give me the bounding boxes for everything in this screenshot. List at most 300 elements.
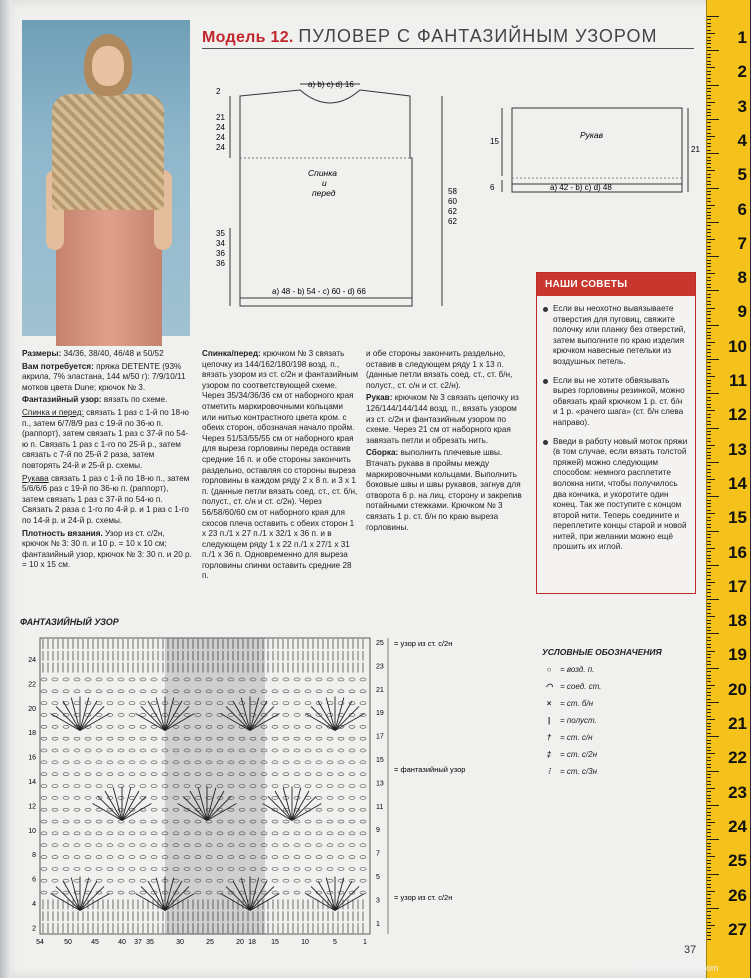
chain-mark	[272, 820, 278, 823]
ruler-tick	[707, 170, 715, 171]
chain-mark	[63, 820, 69, 823]
ruler-tick	[707, 318, 711, 319]
chain-mark	[74, 702, 80, 705]
label-top: = узор из ст. с/2н	[394, 639, 453, 648]
chain-mark	[294, 867, 300, 870]
chain-mark	[316, 761, 322, 764]
ruler-mark: 10	[728, 336, 747, 356]
advice-box	[536, 272, 696, 594]
ruler-tick	[707, 805, 719, 806]
ruler-mark: 21	[728, 714, 747, 733]
chain-mark	[316, 820, 322, 823]
chain-mark	[283, 856, 289, 859]
ruler-tick	[707, 901, 711, 902]
ruler-tick	[707, 438, 711, 439]
ruler-mark: 11	[729, 371, 747, 390]
ruler-tick	[707, 139, 711, 140]
ruler-tick	[707, 410, 715, 411]
ruler-tick	[707, 95, 711, 96]
ruler-tick	[707, 527, 711, 528]
legend-title: УСЛОВНЫЕ ОБОЗНАЧЕНИЯ	[542, 647, 662, 657]
chain-mark	[283, 725, 289, 728]
ruler-tick	[707, 414, 711, 415]
row-number-right: 25	[376, 640, 384, 647]
chain-mark	[151, 761, 157, 764]
chain-mark	[74, 832, 80, 835]
ruler-tick	[707, 212, 711, 213]
chain-mark	[85, 761, 91, 764]
ruler-mark: 12	[728, 405, 747, 425]
chain-mark	[151, 773, 157, 776]
ruler-tick	[707, 57, 711, 58]
sleeve-schematic	[488, 100, 698, 200]
chain-mark	[316, 678, 322, 681]
page-number: 37	[684, 944, 697, 956]
ruler-tick	[707, 592, 711, 593]
ruler-tick	[707, 201, 711, 202]
chain-mark	[85, 678, 91, 681]
column-number: 25	[206, 939, 214, 946]
chain-mark	[349, 785, 355, 788]
piece-label-1: Спинка	[308, 168, 337, 178]
ruler-tick	[707, 544, 711, 545]
double-crochet-symbol-icon: †	[546, 733, 552, 742]
ruler-tick	[707, 767, 711, 768]
ruler-mark: 16	[728, 542, 747, 562]
ruler-tick	[707, 513, 715, 514]
ruler-tick	[707, 489, 711, 490]
ruler-tick	[707, 102, 715, 103]
chain-mark	[338, 702, 344, 705]
ruler-tick	[707, 380, 711, 381]
label-middle: = фантазийный узор	[394, 765, 466, 774]
chain-mark	[338, 785, 344, 788]
ruler-tick	[707, 777, 711, 778]
chain-mark	[41, 796, 47, 799]
chain-mark	[41, 867, 47, 870]
chain-mark	[305, 785, 311, 788]
chain-mark	[118, 737, 124, 740]
ruler-tick	[707, 675, 711, 676]
chain-mark	[360, 879, 366, 882]
chain-mark	[338, 690, 344, 693]
ruler-tick	[707, 671, 711, 672]
chain-mark	[327, 690, 333, 693]
chain-mark	[41, 820, 47, 823]
model-photo	[22, 20, 190, 336]
ruler-tick	[707, 249, 711, 250]
column-number: 50	[64, 939, 72, 946]
chain-mark	[283, 737, 289, 740]
chain-mark	[360, 856, 366, 859]
ruler-tick	[707, 143, 711, 144]
ruler-tick	[707, 290, 719, 291]
chain-mark	[294, 678, 300, 681]
chain-mark	[118, 702, 124, 705]
chain-mark	[96, 844, 102, 847]
chain-mark	[107, 844, 113, 847]
ruler-tick	[707, 935, 711, 936]
column-number: 18	[248, 939, 256, 946]
ruler-tick	[707, 510, 711, 511]
chain-mark	[338, 832, 344, 835]
chain-mark	[85, 867, 91, 870]
ruler-tick	[707, 215, 711, 216]
ruler-mark: 27	[728, 919, 747, 939]
ruler-tick	[707, 613, 711, 614]
chain-mark	[349, 773, 355, 776]
slip-stitch-symbol-icon: ◠	[545, 682, 553, 691]
chain-mark	[118, 725, 124, 728]
chain-mark	[41, 879, 47, 882]
chain-mark	[316, 785, 322, 788]
ruler-tick	[707, 19, 711, 20]
chain-mark	[283, 690, 289, 693]
chain-symbol-icon: ○	[546, 665, 552, 674]
chain-mark	[338, 867, 344, 870]
ruler-mark: 19	[728, 645, 747, 665]
chain-mark	[338, 678, 344, 681]
chain-mark	[283, 678, 289, 681]
chain-mark	[129, 879, 135, 882]
ruler-mark: 9	[737, 302, 747, 322]
ruler-tick	[707, 263, 711, 264]
ruler-mark: 1	[737, 28, 747, 47]
ruler-tick	[707, 469, 711, 470]
row-number-left: 16	[28, 754, 36, 762]
armhole-size-4: 24	[216, 143, 225, 152]
chain-mark	[294, 891, 300, 894]
chain-mark	[74, 761, 80, 764]
ruler-tick	[707, 441, 711, 442]
ruler-tick	[707, 390, 711, 391]
ruler-tick	[707, 133, 711, 134]
chain-mark	[305, 856, 311, 859]
side-size-1: 35	[216, 229, 225, 238]
ruler-tick	[707, 236, 711, 237]
ruler-tick	[707, 386, 711, 387]
ruler-tick	[707, 232, 711, 233]
chain-mark	[327, 879, 333, 882]
chain-mark	[140, 749, 146, 752]
piece-label-3: перед	[312, 188, 336, 198]
row-number-left: 14	[28, 779, 36, 786]
ruler-tick	[707, 506, 711, 507]
ruler-tick	[707, 109, 711, 110]
chain-mark	[129, 773, 135, 776]
ruler-tick	[707, 661, 711, 662]
chain-mark	[305, 879, 311, 882]
ruler-tick	[707, 644, 711, 645]
ruler-tick	[707, 627, 711, 628]
ruler-tick	[707, 904, 711, 905]
ruler-tick	[707, 314, 711, 315]
ruler-tick	[707, 736, 719, 737]
legend-item: ○ = возд. п.	[542, 661, 692, 678]
chain-mark	[338, 820, 344, 823]
ruler-tick	[707, 115, 711, 116]
ruler-tick	[707, 136, 715, 137]
chain-mark	[349, 737, 355, 740]
ruler-tick	[707, 486, 711, 487]
chain-mark	[41, 761, 47, 764]
chain-mark	[129, 832, 135, 835]
chain-mark	[360, 773, 366, 776]
chain-mark	[96, 678, 102, 681]
chain-mark	[96, 737, 102, 740]
chain-mark	[85, 785, 91, 788]
chain-mark	[63, 867, 69, 870]
treble-crochet-symbol-icon: ‡	[546, 750, 552, 759]
chain-mark	[41, 856, 47, 859]
chain-mark	[151, 796, 157, 799]
chain-mark	[327, 773, 333, 776]
ruler-tick	[707, 198, 711, 199]
chain-mark	[52, 844, 58, 847]
chain-mark	[52, 856, 58, 859]
shoulder-slope-label: 2	[216, 87, 221, 96]
chain-mark	[151, 737, 157, 740]
chain-mark	[327, 749, 333, 752]
sleeve-width-label: a) 42 - b) c) d) 48	[550, 183, 612, 192]
model-name: ПУЛОВЕР С ФАНТАЗИЙНЫМ УЗОРОМ	[298, 26, 658, 46]
chain-mark	[360, 678, 366, 681]
column-2: Спинка/перед: крючком № 3 связать цепочку из 144/162/180/198 возд. п., вязать узором из ст. с/2н и фантазийным узором по соответствующей схеме. Через 35/34/36/36 см от наборного края отметить маркировочными кольцами или нитью контрастного цвета кром. с обеих сторон, обозначая начало пройм. Через 51/53/55/55 см от наборного края для выреза горловины переда оставив средние 16 п. и обе стороны закончить раздельно, оставляя со стороны выреза горловины в каждом ряду 2 х 8 п. и 3 х 1 п. (данные петли вязать соед. ст., ст. б/н, полуст., ст. с/н и ст. с/2н). Через 56/58/60/60 см от наборного края для скосов плеча оставить с обеих сторон 1 х 23 п./1 х 27 п./1 х 32/1 х 36 п. и в следующем ряду 1 х 22 п./1 х 27/1 х 31 п./1 х 36 п. Одновременно для выреза горловины спинки оставить средние 28 п.	[202, 349, 358, 581]
chain-mark	[360, 702, 366, 705]
chain-mark	[85, 820, 91, 823]
column-number: 35	[146, 939, 154, 946]
row-number-left: 10	[28, 827, 36, 835]
chain-mark	[96, 761, 102, 764]
chain-mark	[129, 690, 135, 693]
ruler-mark: 24	[728, 816, 747, 836]
chain-mark	[327, 713, 333, 716]
ruler-mark: 20	[728, 679, 747, 699]
chain-mark	[338, 773, 344, 776]
chain-mark	[96, 773, 102, 776]
ruler-tick	[707, 222, 719, 223]
chain-mark	[107, 773, 113, 776]
chain-mark	[316, 879, 322, 882]
ruler-mark: 18	[728, 611, 747, 631]
ruler-tick	[707, 884, 711, 885]
ruler-tick	[707, 273, 715, 274]
chain-mark	[74, 690, 80, 693]
chain-mark	[118, 690, 124, 693]
chain-mark	[74, 820, 80, 823]
chain-mark	[85, 749, 91, 752]
chain-mark	[96, 867, 102, 870]
chain-mark	[96, 725, 102, 728]
chain-mark	[41, 737, 47, 740]
chain-mark	[283, 820, 289, 823]
chain-mark	[316, 773, 322, 776]
ruler-mark: 22	[728, 748, 747, 768]
ruler-mark: 5	[737, 165, 747, 185]
chain-mark	[272, 891, 278, 894]
chain-mark	[151, 749, 157, 752]
chain-mark	[305, 749, 311, 752]
ruler-tick	[707, 349, 711, 350]
chain-mark	[107, 737, 113, 740]
legend-item: † = ст. с/н	[542, 729, 692, 746]
row-number-right: 15	[376, 757, 384, 764]
ruler-mark: 25	[728, 851, 747, 871]
ruler-tick	[707, 119, 719, 120]
chain-mark	[52, 867, 58, 870]
ruler-tick	[707, 723, 711, 724]
ruler-tick	[707, 633, 719, 634]
chain-mark	[360, 844, 366, 847]
chain-mark	[294, 785, 300, 788]
ruler-tick	[707, 654, 711, 655]
ruler-tick	[707, 417, 711, 418]
ruler-tick	[707, 740, 711, 741]
chain-mark	[338, 844, 344, 847]
row-number-right: 23	[376, 663, 384, 671]
chain-mark	[349, 867, 355, 870]
ruler-tick	[707, 925, 715, 926]
ruler-tick	[707, 582, 715, 583]
chain-mark	[41, 713, 47, 716]
chain-mark	[151, 856, 157, 859]
ruler-tick	[707, 335, 711, 336]
chain-mark	[360, 761, 366, 764]
chain-mark	[272, 702, 278, 705]
chain-mark	[316, 690, 322, 693]
row-number-left: 2	[32, 925, 36, 933]
chain-mark	[151, 690, 157, 693]
chain-mark	[327, 832, 333, 835]
ruler-tick	[707, 822, 715, 823]
chain-mark	[129, 737, 135, 740]
sleeve-num-left: 15	[490, 137, 499, 146]
chain-mark	[349, 749, 355, 752]
ruler-tick	[707, 774, 711, 775]
chain-mark	[151, 820, 157, 823]
ruler-tick	[707, 81, 711, 82]
measuring-tape	[706, 0, 750, 978]
chain-mark	[63, 891, 69, 894]
ruler-tick	[707, 393, 719, 394]
ruler-tick	[707, 561, 711, 562]
ruler-tick	[707, 61, 711, 62]
ruler-tick	[707, 445, 715, 446]
chain-mark	[338, 761, 344, 764]
ruler-tick	[707, 431, 711, 432]
chain-mark	[107, 678, 113, 681]
chain-mark	[283, 867, 289, 870]
legend-item: | = полуст.	[542, 712, 692, 729]
row-number-right: 3	[376, 897, 380, 905]
chain-mark	[305, 832, 311, 835]
ruler-tick	[707, 146, 711, 147]
ruler-tick	[707, 784, 711, 785]
ruler-tick	[707, 383, 711, 384]
ruler-tick	[707, 712, 711, 713]
chain-mark	[294, 879, 300, 882]
chain-mark	[360, 690, 366, 693]
ruler-tick	[707, 599, 719, 600]
chain-mark	[41, 891, 47, 894]
chain-mark	[151, 867, 157, 870]
ruler-tick	[707, 548, 715, 549]
label-bottom: = узор из ст. с/2н	[394, 893, 453, 902]
chain-mark	[74, 737, 80, 740]
ruler-tick	[707, 678, 711, 679]
ruler-tick	[707, 908, 719, 909]
row-number-left: 12	[28, 803, 36, 811]
chain-mark	[96, 690, 102, 693]
row-number-right: 1	[376, 920, 380, 928]
ruler-tick	[707, 465, 711, 466]
column-number: 20	[236, 939, 244, 946]
ruler-tick	[707, 64, 711, 65]
chain-mark	[74, 844, 80, 847]
ruler-tick	[707, 26, 711, 27]
chain-mark	[349, 844, 355, 847]
chain-mark	[338, 796, 344, 799]
ruler-tick	[707, 98, 711, 99]
ruler-tick	[707, 771, 719, 772]
ruler-tick	[707, 421, 711, 422]
chain-mark	[96, 820, 102, 823]
legend-item: ⫶ = ст. с/3н	[542, 763, 692, 780]
ruler-tick	[707, 795, 711, 796]
piece-label-2: и	[322, 178, 327, 188]
chain-mark	[272, 879, 278, 882]
ruler-tick	[707, 815, 711, 816]
chain-mark	[327, 844, 333, 847]
chain-mark	[327, 678, 333, 681]
ruler-tick	[707, 160, 711, 161]
ruler-tick	[707, 657, 711, 658]
chain-mark	[118, 773, 124, 776]
ruler-tick	[707, 342, 715, 343]
ruler-tick	[707, 764, 711, 765]
ruler-tick	[707, 579, 711, 580]
chain-mark	[96, 856, 102, 859]
ruler-tick	[707, 88, 711, 89]
chain-mark	[63, 832, 69, 835]
ruler-mark: 8	[737, 268, 747, 288]
ruler-tick	[707, 609, 711, 610]
chain-mark	[118, 867, 124, 870]
body-schematic	[210, 76, 500, 312]
ruler-tick	[707, 531, 719, 532]
column-number: 54	[36, 939, 44, 946]
sleeve-label: Рукав	[580, 130, 604, 140]
chain-mark	[41, 725, 47, 728]
model-number: Модель 12.	[202, 29, 294, 46]
chain-mark	[85, 737, 91, 740]
chain-mark	[140, 879, 146, 882]
ruler-tick	[707, 623, 711, 624]
sleeve-length-label: 21	[691, 145, 700, 154]
ruler-tick	[707, 558, 711, 559]
ruler-tick	[707, 630, 711, 631]
ruler-tick	[707, 843, 711, 844]
ruler-mark: 17	[728, 576, 747, 596]
ruler-tick	[707, 455, 711, 456]
chain-mark	[316, 749, 322, 752]
ruler-mark: 2	[737, 62, 747, 82]
cuff-label: 6	[490, 183, 495, 192]
chain-mark	[74, 867, 80, 870]
chain-mark	[283, 749, 289, 752]
ruler-tick	[707, 362, 711, 363]
ruler-tick	[707, 458, 711, 459]
